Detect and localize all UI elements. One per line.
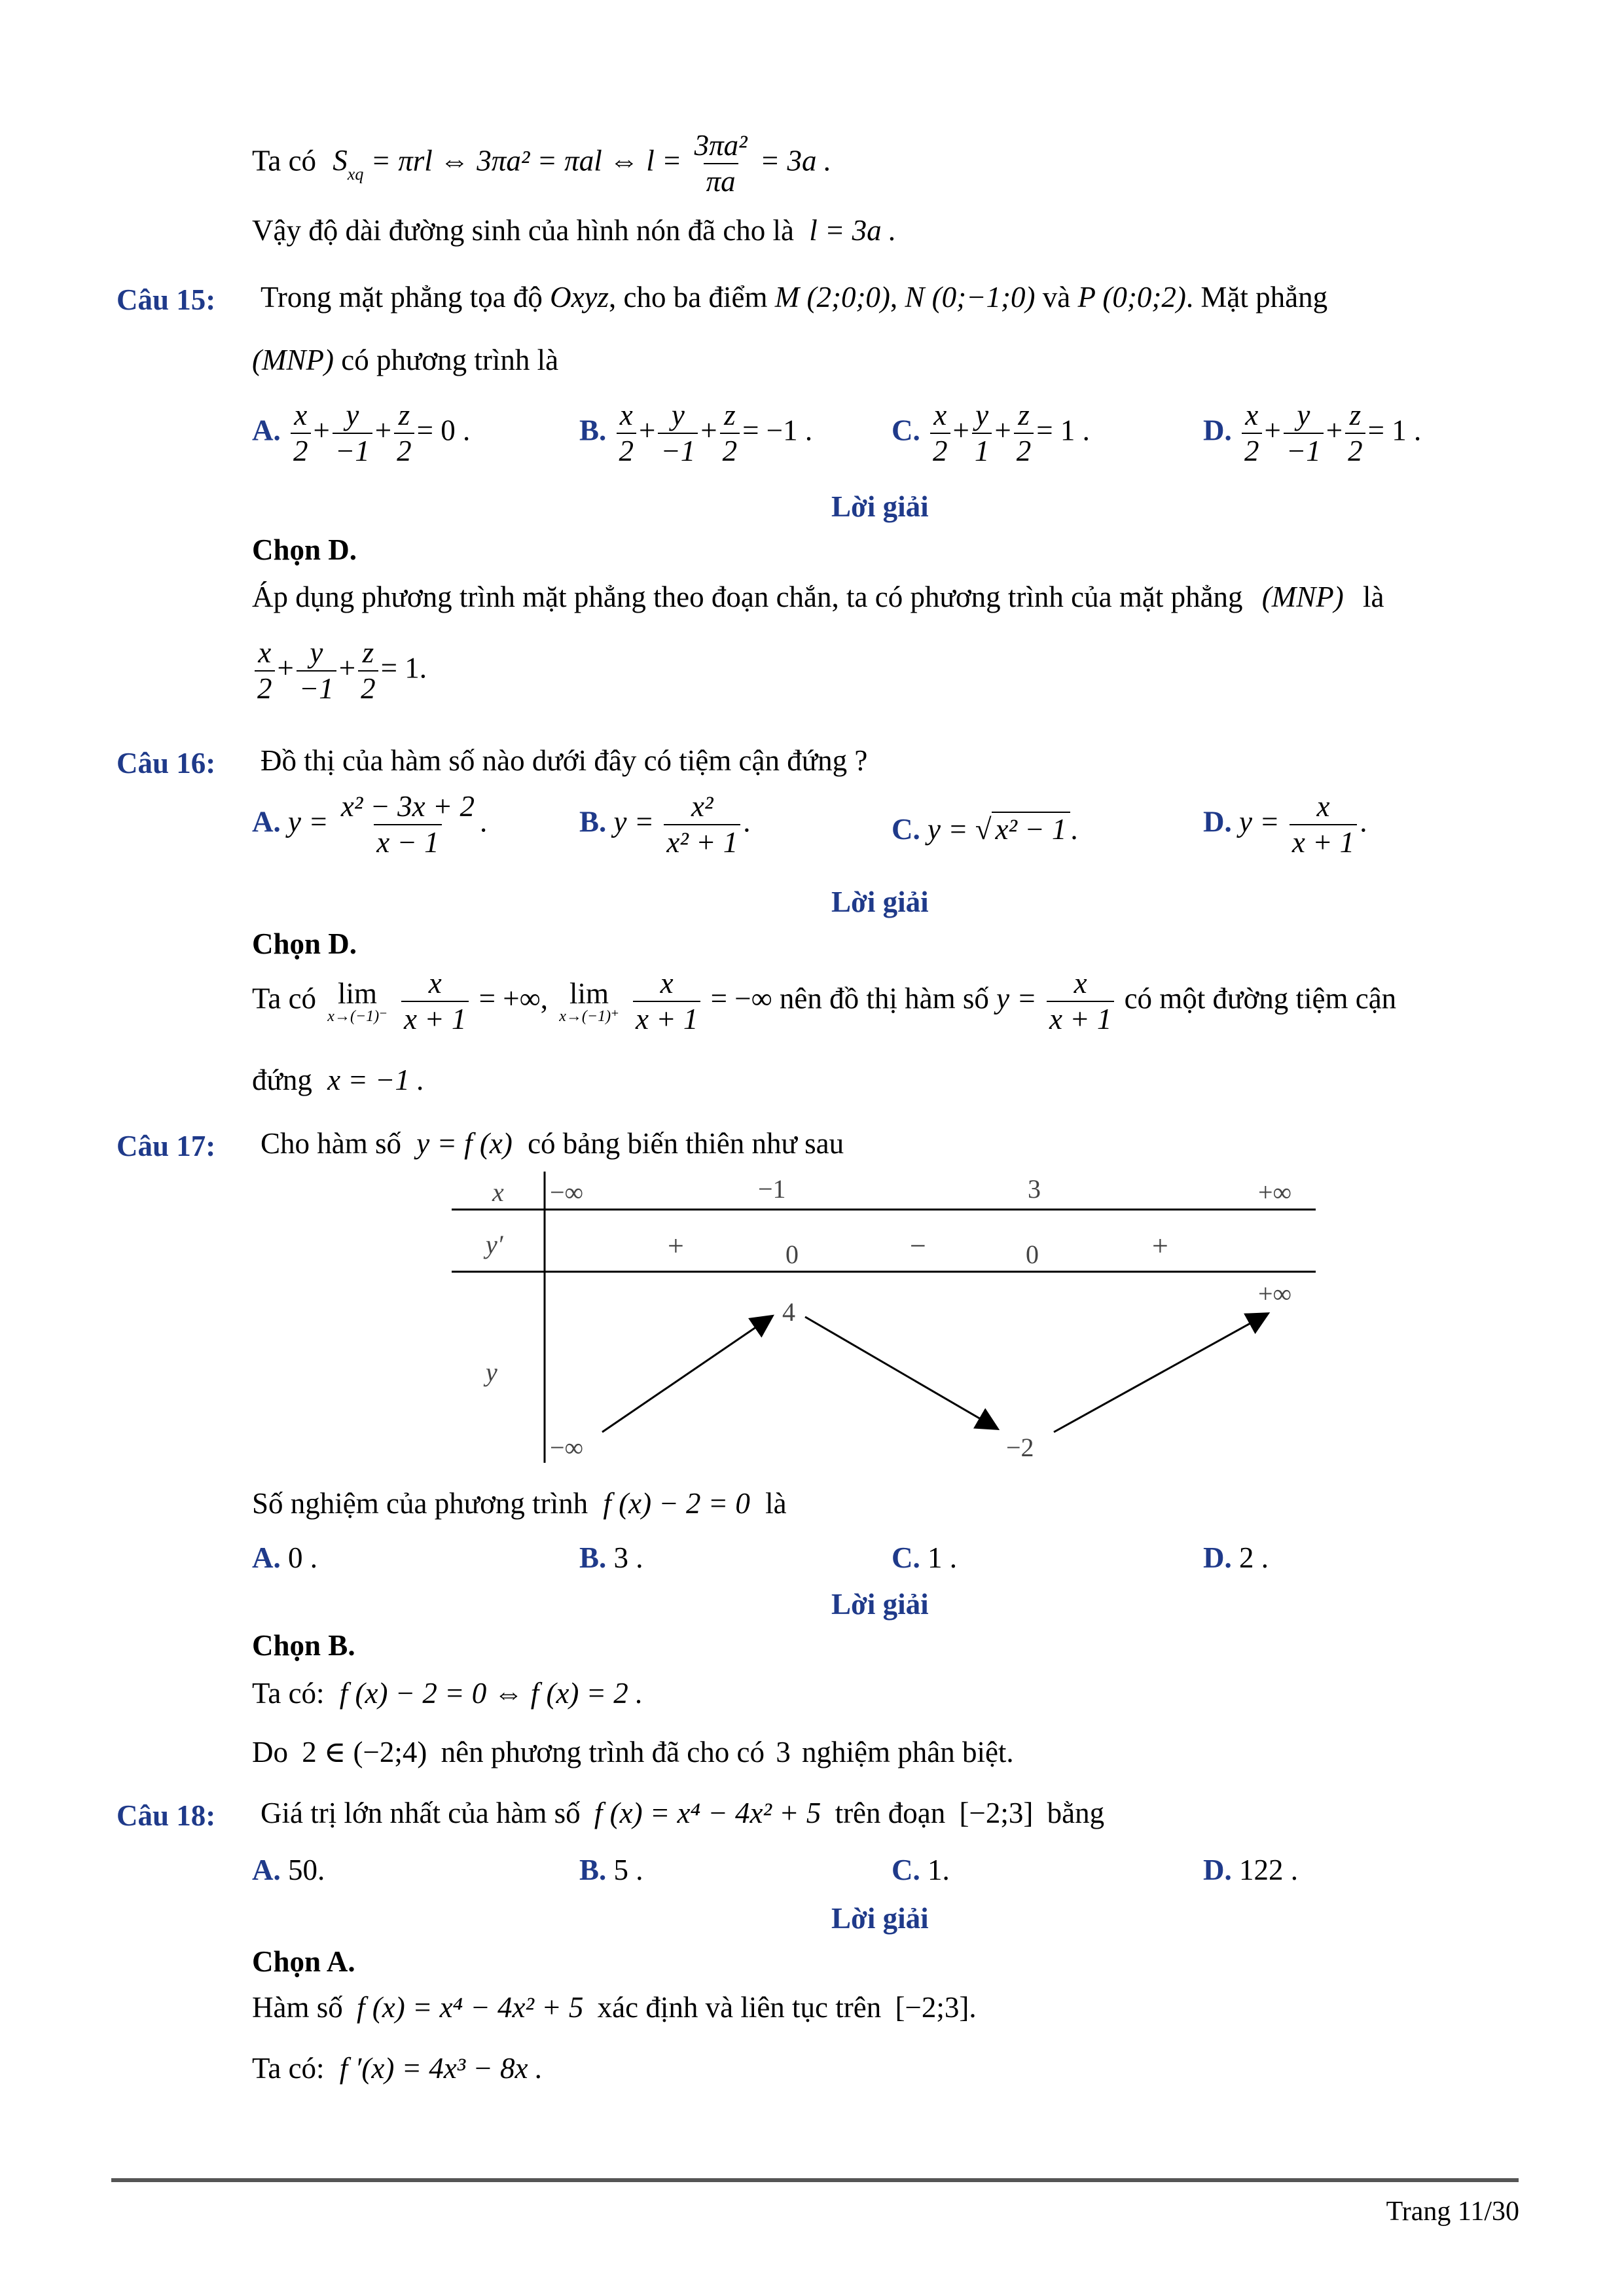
- q18-option-c-label: C.: [892, 1854, 920, 1886]
- q18-text-b: trên đoạn: [835, 1797, 946, 1829]
- q17-question-b: là: [765, 1487, 787, 1520]
- frac-num-y: y: [346, 399, 359, 431]
- table-y-val: −2: [1006, 1433, 1034, 1462]
- page-number: Trang 11/30: [1386, 2197, 1519, 2227]
- q15-option-c-label: C.: [892, 414, 920, 447]
- q18-option-a[interactable]: [252, 1856, 325, 1885]
- q16-d-num: x: [1316, 790, 1330, 823]
- q18-sol-line1: [252, 1993, 977, 2022]
- q17-sol-line2: [252, 1738, 1014, 1767]
- intro-result: = 3a .: [759, 144, 832, 177]
- q15-sol1-end: là: [1363, 581, 1384, 613]
- q17-sol2-math: 2 ∈ (−2;4): [302, 1736, 427, 1768]
- q18-sol1-math: f (x) = x⁴ − 4x² + 5: [357, 1991, 584, 2024]
- q16-lim1: [327, 979, 388, 1024]
- intro-formula-rest: = πrl ⇔ 3πa² = πal ⇔ l =: [370, 144, 682, 177]
- intro-formula-s: S: [333, 144, 348, 177]
- footer-rule: [111, 2178, 1519, 2182]
- q16-sol-mid: nên đồ thị hàm số: [779, 982, 989, 1015]
- table-x-val: +∞: [1258, 1177, 1292, 1207]
- q17-option-a-label: A.: [252, 1541, 281, 1574]
- intro-line2: [252, 216, 896, 245]
- frac-den: 2: [617, 433, 637, 466]
- lim-under: x→(−1)⁻: [327, 1007, 388, 1025]
- table-sign: +: [1152, 1230, 1168, 1262]
- table-sign: +: [668, 1230, 684, 1262]
- q16-lim2: [559, 979, 619, 1024]
- q17-option-a[interactable]: [252, 1543, 317, 1573]
- q16-option-c-label: C.: [892, 813, 920, 846]
- q15-sol1-plane: (MNP): [1261, 581, 1344, 613]
- q15-text-b: , cho ba điểm: [609, 281, 768, 314]
- q18-text-a: Giá trị lớn nhất của hàm số: [261, 1797, 581, 1829]
- frac-num-z: z: [724, 399, 736, 431]
- q16-b-num: x²: [691, 790, 713, 823]
- intro-frac-num: 3πa²: [694, 129, 748, 162]
- q16-option-d[interactable]: D. y = $\frac{x}{x + 1}$ .: [1203, 790, 1367, 859]
- q18-sol2-math: f ′(x) = 4x³ − 8x .: [339, 2052, 543, 2085]
- q15-option-b-label: B.: [579, 414, 607, 447]
- q16-loigiai: Lời giải: [831, 886, 929, 918]
- frac-den: x + 1: [633, 1001, 700, 1034]
- table-yprime-label: y′: [486, 1230, 503, 1259]
- q17-option-d[interactable]: [1203, 1543, 1269, 1573]
- q17-label: Câu 17:: [117, 1130, 216, 1162]
- intro-formula-sub: xq: [347, 164, 364, 184]
- q15-option-a-rhs: = 0 .: [416, 414, 471, 447]
- table-y-label: y: [486, 1357, 497, 1387]
- q17-option-b[interactable]: [579, 1543, 643, 1573]
- table-sign: 0: [1026, 1240, 1039, 1269]
- table-x-val: 3: [1028, 1174, 1041, 1204]
- q16-chon: Chọn D.: [252, 927, 357, 960]
- table-x-label: x: [492, 1177, 504, 1207]
- q15-and: và: [1042, 281, 1071, 314]
- q15-text-c: . Mặt phẳng: [1185, 281, 1328, 314]
- frac-den: x + 1: [401, 1001, 469, 1034]
- frac-num-z: z: [1349, 399, 1362, 431]
- q18-option-d-label: D.: [1203, 1854, 1232, 1886]
- frac-num-y: y: [671, 399, 685, 431]
- q15-oxyz: Oxyz: [550, 281, 609, 314]
- q18-sol1-b: xác định và liên tục trên: [597, 1991, 882, 2024]
- q16-sol-line1: [252, 969, 1396, 1034]
- q18-option-b-val: 5 .: [613, 1854, 643, 1886]
- frac-den: 2: [358, 670, 378, 704]
- q15-sol-line1: [252, 583, 1384, 612]
- q15-text-line1: Trong mặt phẳng tọa độ Oxyz, cho ba điểm M (2;0;0), N (0;−1;0) và P (0;0;2). Mặt phẳng: [261, 281, 1328, 314]
- intro-fraction: [692, 131, 750, 196]
- frac-den: 2: [930, 433, 950, 466]
- q17-sol2-c: nghiệm phân biệt.: [802, 1736, 1014, 1768]
- q16-option-b-label: B.: [579, 805, 607, 838]
- q16-lim1-res: = +∞,: [478, 982, 548, 1015]
- intro-line2-text: Vậy độ dài đường sinh của hình nón đã cho là: [252, 214, 795, 247]
- frac-num-x: x: [294, 399, 308, 431]
- lim-word: lim: [338, 977, 378, 1010]
- frac-den: 2: [1345, 433, 1365, 466]
- frac-num-x: x: [619, 399, 633, 431]
- q16-option-b[interactable]: B. y = $\frac{\text{x²}}{\text{x² + 1}}$ .: [579, 790, 751, 859]
- q18-text-math: f (x) = x⁴ − 4x² + 5: [594, 1797, 821, 1829]
- q17-question: [252, 1489, 787, 1518]
- q17-loigiai: Lời giải: [831, 1588, 929, 1621]
- q17-option-b-val: 3 .: [613, 1541, 643, 1574]
- intro-line2-math: l = 3a .: [809, 214, 897, 247]
- q17-option-b-label: B.: [579, 1541, 607, 1574]
- q18-sol1-int: [−2;3].: [895, 1991, 977, 2024]
- q17-option-c-val: 1 .: [928, 1541, 957, 1574]
- q15-option-d-rhs: = 1 .: [1367, 414, 1422, 447]
- table-sign: 0: [785, 1240, 799, 1269]
- frac-num-z: z: [1018, 399, 1030, 431]
- intro-line1: [252, 131, 831, 196]
- q18-text-int: [−2;3]: [959, 1797, 1034, 1829]
- q17-sol-line1: [252, 1679, 643, 1708]
- table-x-val: −1: [758, 1174, 786, 1204]
- frac-den: 2: [394, 433, 414, 466]
- q17-sol2-a: Do: [252, 1736, 288, 1768]
- q18-option-b-label: B.: [579, 1854, 607, 1886]
- q15-chon: Chọn D.: [252, 533, 357, 566]
- frac-num-z: z: [398, 399, 410, 431]
- q15-option-d[interactable]: D. $\frac{x}{2}$ + $\frac{y}{-1}$ + $\frac{z}{2}$ = 1 .: [1203, 399, 1422, 467]
- q18-option-c-val: 1.: [928, 1854, 950, 1886]
- table-y-val: −∞: [550, 1433, 584, 1462]
- intro-prefix: Ta có: [252, 144, 317, 177]
- q18-sol-line2: [252, 2054, 543, 2083]
- q18-label: Câu 18:: [117, 1799, 216, 1832]
- q17-sol1-a: Ta có:: [252, 1677, 325, 1710]
- frac-num-x: x: [1245, 399, 1259, 431]
- q15-label: Câu 15:: [117, 283, 216, 316]
- q16-option-a-label: A.: [252, 805, 281, 838]
- q18-loigiai: Lời giải: [831, 1902, 929, 1935]
- q17-sol1-math: f (x) − 2 = 0 ⇔ f (x) = 2 .: [339, 1677, 643, 1710]
- q15-option-b-rhs: = −1 .: [742, 414, 813, 447]
- q18-chon: Chọn A.: [252, 1945, 355, 1978]
- q15-option-a-label: A.: [252, 414, 281, 447]
- q18-option-d[interactable]: [1203, 1856, 1298, 1885]
- q18-option-a-label: A.: [252, 1854, 281, 1886]
- q16-d-den: x + 1: [1290, 824, 1357, 857]
- frac-den: 2: [1014, 433, 1034, 466]
- q16-lim2-res: = −∞: [710, 982, 772, 1015]
- q15-option-c-rhs: = 1 .: [1036, 414, 1090, 447]
- table-sign: −: [910, 1230, 926, 1262]
- table-y-val: +∞: [1258, 1279, 1292, 1308]
- q18-text-c: bằng: [1047, 1797, 1105, 1829]
- q15-point-m: M (2;0;0): [774, 281, 890, 314]
- q17-text: [261, 1129, 844, 1158]
- arrow-down: [805, 1317, 996, 1428]
- q15-text-line2-text: có phương trình là: [341, 344, 559, 376]
- frac-den: 2: [291, 433, 311, 466]
- q16-yeq: y =: [996, 982, 1037, 1015]
- q18-option-d-val: 122 .: [1239, 1854, 1298, 1886]
- q16-yeq: y =: [1239, 805, 1280, 838]
- frac-den: 2: [1242, 433, 1262, 466]
- frac-den: x + 1: [1047, 1001, 1114, 1034]
- q16-sol-line2: [252, 1066, 424, 1095]
- frac-num-y: y: [1297, 399, 1310, 431]
- q16-option-c[interactable]: C. y = √ x² − 1 .: [892, 813, 1078, 846]
- q15-point-n: N (0;−1;0): [905, 281, 1036, 314]
- q15-option-b[interactable]: B. $\frac{x}{2}$ + $\frac{y}{-1}$ + $\frac{z}{2}$ = −1 .: [579, 399, 813, 467]
- lim-word: lim: [569, 977, 609, 1010]
- q15-point-p: P (0;0;2): [1077, 281, 1186, 314]
- q16-sol-end: có một đường tiệm cận: [1124, 982, 1397, 1015]
- q16-option-a[interactable]: A. y = $\frac{\text{x² − 3x + 2}}{x - 1}$ .: [252, 790, 488, 859]
- q15-option-a[interactable]: A. $\frac{x}{2}$ + $\frac{y}{-1}$ + $\frac{z}{2}$ = 0 .: [252, 399, 471, 467]
- q17-text-a: Cho hàm số: [261, 1127, 402, 1160]
- frac-num: x: [660, 967, 674, 999]
- sqrt-icon: √: [975, 813, 992, 846]
- q18-option-c[interactable]: [892, 1856, 950, 1885]
- q18-text: [261, 1799, 1104, 1828]
- q15-option-d-label: D.: [1203, 414, 1232, 447]
- table-x-val: −∞: [550, 1177, 584, 1207]
- q16-yeq: y =: [288, 805, 329, 838]
- frac-num: x: [428, 967, 442, 999]
- q18-sol2-a: Ta có:: [252, 2052, 325, 2085]
- q17-question-a: Số nghiệm của phương trình: [252, 1487, 588, 1520]
- q17-option-d-label: D.: [1203, 1541, 1232, 1574]
- q17-option-d-val: 2 .: [1239, 1541, 1269, 1574]
- frac-num-x: x: [933, 399, 947, 431]
- q16-c-expr: x² − 1: [992, 812, 1071, 846]
- table-y-val: 4: [782, 1297, 795, 1327]
- frac-den: 2: [255, 670, 275, 704]
- lim-under: x→(−1)⁺: [559, 1007, 619, 1025]
- frac-num-z: z: [362, 636, 374, 669]
- q16-b-den: x² + 1: [664, 824, 740, 857]
- q18-option-a-val: 50.: [288, 1854, 325, 1886]
- q16-a-num: x² − 3x + 2: [340, 790, 475, 823]
- q15-plane: (MNP): [252, 344, 334, 376]
- arrow-up-1: [602, 1317, 771, 1432]
- q16-sol-prefix: Ta có: [252, 982, 317, 1015]
- q18-sol1-a: Hàm số: [252, 1991, 343, 2024]
- q17-text-math: y = f (x): [416, 1127, 513, 1160]
- q18-option-b[interactable]: [579, 1856, 643, 1885]
- q17-option-a-val: 0 .: [288, 1541, 317, 1574]
- frac-num: x: [1074, 967, 1087, 999]
- arrow-up-2: [1054, 1314, 1267, 1432]
- q15-option-c[interactable]: C. $\frac{x}{2}$ + $\frac{y}{1}$ + $\frac{z}{2}$ = 1 .: [892, 399, 1090, 467]
- q15-sol-line2: $\frac{x}{2}$ + $\frac{y}{-1}$ + $\frac{z}{2}$ = 1.: [252, 638, 427, 704]
- q16-yeq: y =: [613, 805, 655, 838]
- frac-den: 2: [720, 433, 740, 466]
- q16-option-d-label: D.: [1203, 805, 1232, 838]
- q17-question-math: f (x) − 2 = 0: [603, 1487, 750, 1520]
- q16-a-den: x − 1: [374, 824, 441, 857]
- frac-num-x: x: [258, 636, 272, 669]
- q15-text-line2: [252, 346, 558, 375]
- q15-sol1-text: Áp dụng phương trình mặt phẳng theo đoạn chắn, ta có phương trình của mặt phẳng: [252, 581, 1243, 613]
- q17-text-b: có bảng biến thiên như sau: [528, 1127, 844, 1160]
- frac-den: 1: [972, 433, 992, 466]
- q16-text: Đồ thị của hàm số nào dưới đây có tiệm cận đứng ?: [261, 744, 868, 777]
- q17-sol2-b: nên phương trình đã cho có: [441, 1736, 765, 1768]
- variation-table: [452, 1172, 1316, 1473]
- frac-den: −1: [1284, 433, 1324, 466]
- q15-loigiai: Lời giải: [831, 490, 929, 523]
- frac-num-y: y: [310, 636, 323, 669]
- intro-frac-den: πa: [704, 163, 738, 196]
- q17-option-c-label: C.: [892, 1541, 920, 1574]
- q16-sol2-math: x = −1 .: [327, 1064, 425, 1096]
- frac-den: −1: [658, 433, 698, 466]
- q16-label: Câu 16:: [117, 747, 216, 780]
- frac-den: −1: [333, 433, 372, 466]
- q16-yeq: y =: [928, 813, 968, 846]
- q17-option-c[interactable]: [892, 1543, 957, 1573]
- q15-sol2-rhs: = 1.: [380, 651, 427, 685]
- q16-sol2-text: đứng: [252, 1064, 312, 1096]
- q15-text-a: Trong mặt phẳng tọa độ: [261, 281, 543, 314]
- frac-num-y: y: [975, 399, 989, 431]
- frac-den: −1: [297, 670, 336, 704]
- q17-chon: Chọn B.: [252, 1629, 355, 1662]
- q17-sol2-n: 3: [776, 1736, 791, 1768]
